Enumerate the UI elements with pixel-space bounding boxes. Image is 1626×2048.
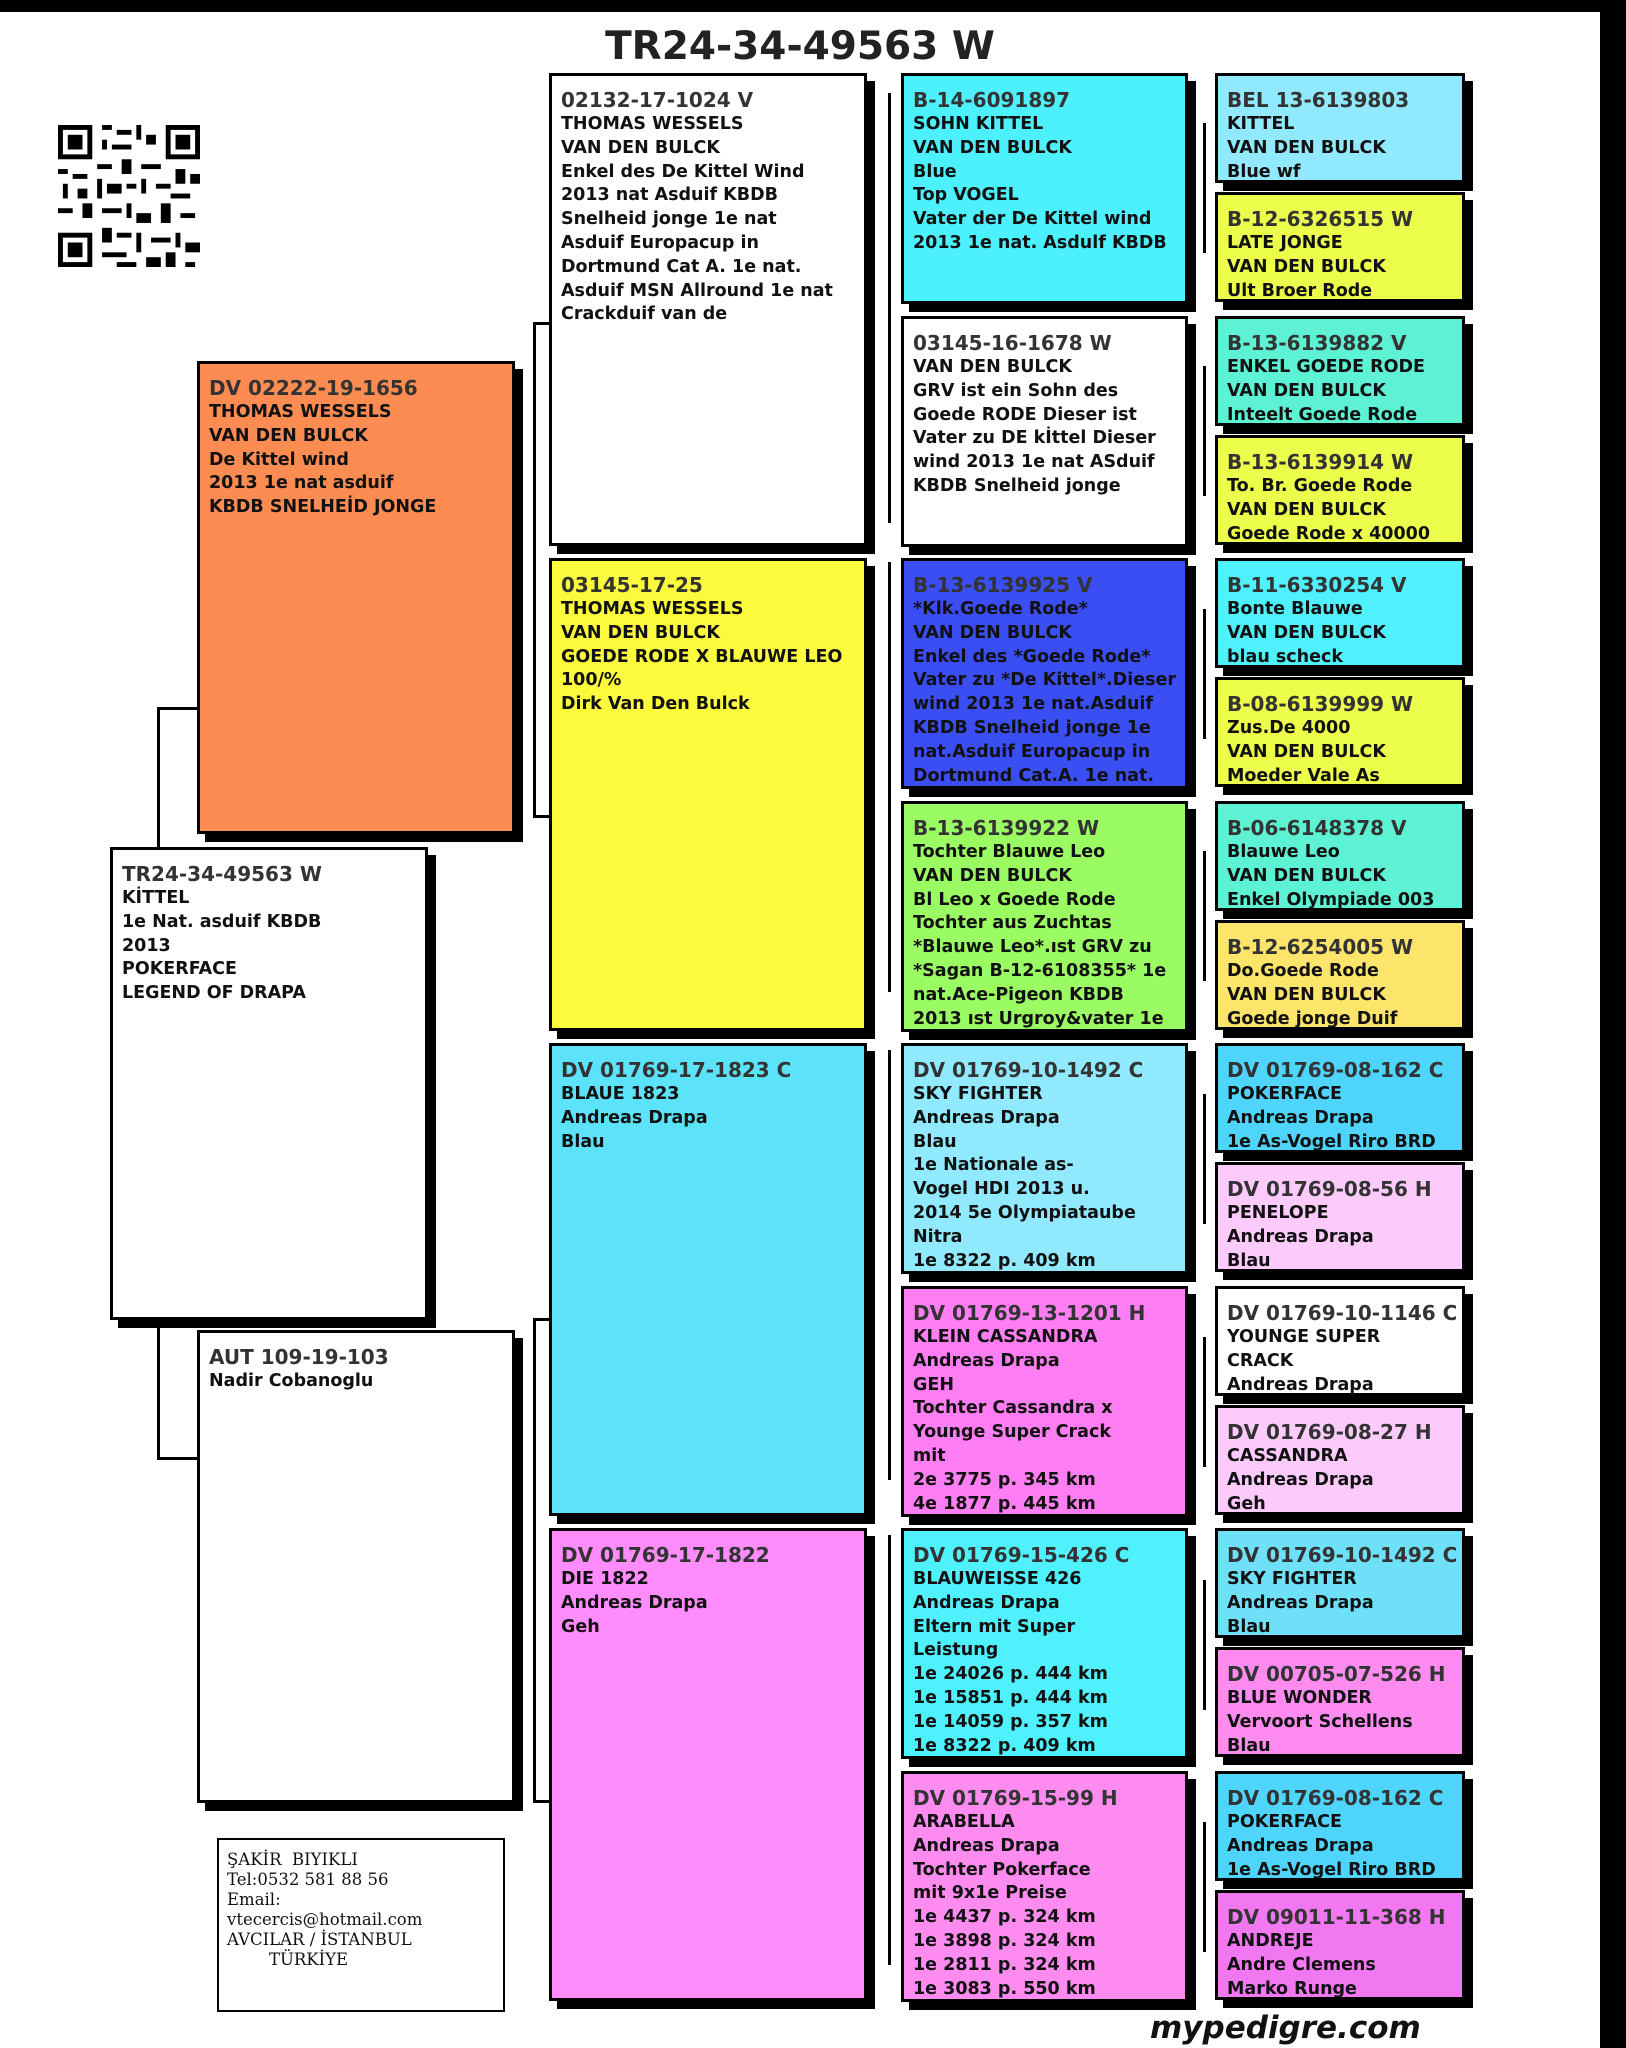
connector-line — [1203, 1094, 1206, 1224]
pigeon-info-line: Nadir Cobanoglu — [209, 1371, 374, 1391]
pigeon-info-line: VAN DEN BULCK — [913, 622, 1072, 643]
pigeon-info-line: Blau — [1227, 1735, 1271, 1756]
gen5-card — [1215, 801, 1465, 911]
pigeon-info-line: Andreas Drapa — [913, 1350, 1060, 1371]
pigeon-info-line: Blau — [913, 1131, 957, 1152]
pigeon-info-line: Andreas Drapa — [1227, 1592, 1374, 1613]
pigeon-info-line: KİTTEL — [122, 888, 190, 908]
footer-brand: mypedigre.com — [1150, 2010, 1421, 2046]
pigeon-info-line: BLAUE 1823 — [561, 1084, 680, 1104]
contact-line: Tel:0532 581 88 56 — [227, 1870, 389, 1889]
pigeon-info-line: 1e 3898 p. 324 km — [913, 1930, 1096, 1951]
pigeon-info-line: THOMAS WESSELS — [209, 402, 392, 422]
ring-number: DV 01769-10-1492 C — [913, 1058, 1144, 1082]
pigeon-info-line: THOMAS WESSELS — [561, 599, 744, 619]
ring-number: DV 09011-11-368 H — [1227, 1905, 1446, 1929]
pigeon-info-line: Andreas Drapa — [913, 1835, 1060, 1856]
pigeon-info-line: Geh — [561, 1616, 600, 1637]
pigeon-info-line: SKY FIGHTER — [1227, 1569, 1357, 1589]
right-border — [1600, 0, 1626, 2048]
ring-number: B-13-6139922 W — [913, 816, 1100, 840]
pigeon-info-line: Moeder Vale As — [1227, 765, 1380, 786]
pigeon-info-line: 1e 4437 p. 324 km — [913, 1907, 1096, 1928]
pigeon-info-line: Bonte Blauwe — [1227, 599, 1363, 619]
connector-line — [157, 1318, 160, 1460]
pigeon-info-line: Vater zu *De Kittel*.Dieser — [913, 670, 1176, 691]
pigeon-info-line: Crackduif van de — [561, 304, 728, 325]
pigeon-info-line: Asduif MSN Allround 1e nat — [561, 280, 833, 301]
pigeon-info-line: Andreas Drapa — [1227, 1226, 1374, 1247]
page-title: TR24-34-49563 W — [605, 24, 995, 69]
pigeon-info-line: 1e 14059 p. 357 km — [913, 1711, 1108, 1732]
pigeon-info-line: nat.Asduif Europacup in — [913, 741, 1151, 762]
pigeon-info-line: Enkel des De Kittel Wind — [561, 161, 805, 182]
pigeon-info-line: 1e Nat. asduif KBDB — [122, 911, 322, 932]
pigeon-info-line: POKERFACE — [122, 959, 237, 980]
pigeon-info-line: 2e 3775 p. 345 km — [913, 1469, 1096, 1490]
ring-number: DV 01769-15-99 H — [913, 1786, 1118, 1810]
ring-number: B-11-6330254 V — [1227, 573, 1407, 597]
contact-line: AVCILAR / İSTANBUL — [227, 1930, 412, 1949]
pigeon-info-line: 1e 8322 p. 409 km — [913, 1250, 1096, 1271]
pigeon-info-line: *Blauwe Leo*.ıst GRV zu — [913, 937, 1152, 958]
pigeon-info-line: *Sagan B-12-6108355* 1e — [913, 960, 1167, 981]
pigeon-info-line: wind 2013 1e nat.Asduif — [913, 694, 1154, 715]
pigeon-info-line: Nitra — [913, 1226, 963, 1247]
pigeon-info-line: BLAUWEISSE 426 — [913, 1569, 1082, 1589]
pigeon-info-line: ARABELLA — [913, 1812, 1015, 1832]
connector-line — [1203, 366, 1206, 496]
ring-number: DV 01769-08-27 H — [1227, 1420, 1432, 1444]
pigeon-info-line: 2013 nat Asduif KBDB — [561, 185, 778, 206]
pigeon-info-line: To. Br. Goede Rode — [1227, 476, 1413, 496]
pigeon-info-line: Inteelt Goede Rode — [1227, 404, 1418, 425]
pigeon-info-line: KBDB Snelheid jonge — [913, 475, 1121, 496]
pigeon-info-line: VAN DEN BULCK — [913, 865, 1072, 886]
pigeon-info-line: VAN DEN BULCK — [1227, 622, 1386, 643]
pigeon-info-line: LATE JONGE — [1227, 233, 1343, 253]
ring-number: DV 01769-15-426 C — [913, 1543, 1130, 1567]
pigeon-info-line: VAN DEN BULCK — [561, 622, 720, 643]
pigeon-info-line: LEGEND OF DRAPA — [122, 983, 306, 1004]
pigeon-info-line: Bl Leo x Goede Rode — [913, 889, 1116, 910]
ring-number: B-14-6091897 — [913, 88, 1071, 112]
pigeon-info-line: 2013 1e nat asduif — [209, 473, 394, 494]
top-border — [0, 0, 1600, 12]
pigeon-info-line: Vervoort Schellens — [1227, 1711, 1413, 1732]
pigeon-info-line: KITTEL — [1227, 114, 1295, 134]
pigeon-info-line: PENELOPE — [1227, 1203, 1329, 1223]
ring-number: DV 01769-08-162 C — [1227, 1786, 1444, 1810]
pigeon-info-line: VAN DEN BULCK — [1227, 380, 1386, 401]
ring-number: 02132-17-1024 V — [561, 88, 754, 112]
ring-number: 03145-16-1678 W — [913, 331, 1112, 355]
ring-number: B-12-6326515 W — [1227, 207, 1414, 231]
pigeon-info-line: Vogel HDI 2013 u. — [913, 1179, 1090, 1200]
gen4-card — [901, 558, 1188, 789]
gen3-card — [549, 1528, 867, 2001]
pigeon-info-line: 1e 24026 p. 444 km — [913, 1664, 1108, 1685]
gen5-card — [1215, 1162, 1465, 1272]
connector-line — [1203, 123, 1206, 253]
contact-line: Email: — [227, 1890, 281, 1909]
pigeon-info-line: Andreas Drapa — [913, 1592, 1060, 1613]
pigeon-info-line: nat.Ace-Pigeon KBDB — [913, 984, 1124, 1005]
pigeon-info-line: Vater zu DE kİttel Dieser — [913, 428, 1156, 449]
pigeon-info-line: Dirk Van Den Bulck — [561, 694, 750, 715]
ring-number: DV 01769-08-56 H — [1227, 1177, 1432, 1201]
gen5-card — [1215, 435, 1465, 545]
subject-card — [110, 847, 428, 1320]
dam-card — [197, 1330, 515, 1803]
pigeon-info-line: Geh — [1227, 1493, 1266, 1514]
pigeon-info-line: Andre Clemens — [1227, 1954, 1376, 1975]
pigeon-info-line: Ult Broer Rode — [1227, 280, 1373, 301]
gen3-card — [549, 558, 867, 1031]
pigeon-info-line: Marko Runge — [1227, 1978, 1357, 1999]
pigeon-info-line: Do.Goede Rode — [1227, 961, 1379, 981]
gen5-card — [1215, 1647, 1465, 1757]
pigeon-info-line: wind 2013 1e nat ASduif — [913, 452, 1155, 473]
gen4-card — [901, 73, 1188, 304]
pigeon-info-line: Goede Rode x 40000 — [1227, 523, 1430, 544]
pigeon-info-line: 2014 5e Olympiataube — [913, 1202, 1136, 1223]
ring-number: 03145-17-25 — [561, 573, 703, 597]
pigeon-info-line: 2013 1e nat. Asdulf KBDB — [913, 232, 1167, 253]
pigeon-info-line: Leistung — [913, 1640, 999, 1661]
pigeon-info-line: GEH — [913, 1374, 954, 1395]
connector-line — [157, 707, 199, 710]
pigeon-info-line: VAN DEN BULCK — [1227, 741, 1386, 762]
pigeon-info-line: Goede RODE Dieser ist — [913, 404, 1137, 425]
pigeon-info-line: POKERFACE — [1227, 1812, 1342, 1832]
pigeon-info-line: GRV ist ein Sohn des — [913, 380, 1119, 401]
ring-number: DV 01769-17-1822 — [561, 1543, 770, 1567]
pigeon-info-line: Andreas Drapa — [913, 1107, 1060, 1128]
pigeon-info-line: VAN DEN BULCK — [1227, 137, 1386, 158]
pigeon-info-line: 4e 1877 p. 445 km — [913, 1493, 1096, 1514]
pigeon-info-line: Goede jonge Duif — [1227, 1008, 1398, 1029]
pigeon-info-line: Blauwe Leo — [1227, 842, 1340, 862]
gen5-card — [1215, 1771, 1465, 1881]
pigeon-info-line: 1e 2811 p. 324 km — [913, 1954, 1096, 1975]
pigeon-info-line: Andreas Drapa — [1227, 1835, 1374, 1856]
ring-number: DV 01769-08-162 C — [1227, 1058, 1444, 1082]
pigeon-info-line: Enkel Olympiade 003 — [1227, 889, 1435, 910]
pigeon-info-line: Dortmund Cat.A. 1e nat. — [913, 765, 1155, 786]
pigeon-info-line: KBDB Snelheid jonge 1e — [913, 717, 1151, 738]
ring-number: B-13-6139925 V — [913, 573, 1093, 597]
pigeon-info-line: Snelheid jonge 1e nat — [561, 209, 777, 230]
gen5-card — [1215, 73, 1465, 183]
pigeon-info-line: VAN DEN BULCK — [209, 425, 368, 446]
pigeon-info-line: Blau — [561, 1131, 605, 1152]
pigeon-info-line: mit — [913, 1445, 946, 1466]
contact-box — [217, 1838, 505, 2012]
connector-line — [1203, 1337, 1206, 1467]
ring-number: DV 01769-13-1201 H — [913, 1301, 1146, 1325]
connector-line — [888, 1535, 891, 1965]
ring-number: B-13-6139914 W — [1227, 450, 1414, 474]
pigeon-info-line: Blau — [1227, 1616, 1271, 1637]
pigeon-info-line: VAN DEN BULCK — [913, 357, 1072, 377]
pigeon-info-line: Tochter Blauwe Leo — [913, 842, 1106, 862]
connector-line — [888, 93, 891, 523]
ring-number: DV 02222-19-1656 — [209, 376, 418, 400]
pigeon-info-line: SOHN KITTEL — [913, 114, 1044, 134]
gen4-card — [901, 801, 1188, 1032]
pigeon-info-line: BLUE WONDER — [1227, 1688, 1372, 1708]
pigeon-info-line: 1e 8322 p. 409 km — [913, 1735, 1096, 1756]
pigeon-info-line: 1e As-Vogel Riro BRD — [1227, 1131, 1436, 1152]
pigeon-info-line: blau scheck — [1227, 646, 1344, 667]
pigeon-info-line: Enkel des *Goede Rode* — [913, 646, 1151, 667]
gen3-card — [549, 1043, 867, 1516]
pigeon-info-line: VAN DEN BULCK — [561, 137, 720, 158]
gen5-card — [1215, 1890, 1465, 2000]
pigeon-info-line: Tochter Cassandra x — [913, 1398, 1113, 1419]
pigeon-info-line: De Kittel wind — [209, 449, 349, 470]
gen5-card — [1215, 677, 1465, 787]
gen5-card — [1215, 192, 1465, 302]
pigeon-info-line: 100/% — [561, 670, 622, 691]
ring-number: DV 01769-10-1492 C — [1227, 1543, 1458, 1567]
contact-line: TÜRKİYE — [227, 1950, 349, 1969]
pigeon-info-line: GOEDE RODE X BLAUWE LEO — [561, 646, 843, 667]
pigeon-info-line: 1e Nationale as- — [913, 1155, 1074, 1176]
gen3-card — [549, 73, 867, 546]
connector-line — [1203, 609, 1206, 739]
pigeon-info-line: VAN DEN BULCK — [1227, 865, 1386, 886]
pigeon-info-line: 1e 3083 p. 550 km — [913, 1978, 1096, 1999]
ring-number: DV 01769-17-1823 C — [561, 1058, 792, 1082]
gen4-card — [901, 1286, 1188, 1517]
pigeon-info-line: THOMAS WESSELS — [561, 114, 744, 134]
gen4-card — [901, 1771, 1188, 2002]
pigeon-info-line: CRACK — [1227, 1350, 1294, 1371]
connector-line — [157, 1457, 199, 1460]
pigeon-info-line: Eltern mit Super — [913, 1616, 1076, 1637]
pigeon-info-line: ANDREJE — [1227, 1931, 1314, 1951]
pigeon-info-line: POKERFACE — [1227, 1084, 1342, 1104]
gen5-card — [1215, 1043, 1465, 1153]
pigeon-info-line: Andreas Drapa — [1227, 1107, 1374, 1128]
pigeon-info-line: 2013 ıst Urgroy&vater 1e — [913, 1008, 1164, 1029]
gen5-card — [1215, 316, 1465, 426]
pigeon-info-line: Blue wf — [1227, 161, 1301, 182]
pigeon-info-line: SKY FIGHTER — [913, 1084, 1043, 1104]
ring-number: DV 01769-10-1146 C — [1227, 1301, 1458, 1325]
pigeon-info-line: Blue — [913, 161, 957, 182]
sire-card — [197, 361, 515, 834]
gen5-card — [1215, 1405, 1465, 1515]
pigeon-info-line: VAN DEN BULCK — [1227, 499, 1386, 520]
connector-line — [1203, 1580, 1206, 1710]
pigeon-info-line: VAN DEN BULCK — [913, 137, 1072, 158]
pigeon-info-line: VAN DEN BULCK — [1227, 984, 1386, 1005]
pigeon-info-line: Andreas Drapa — [561, 1592, 708, 1613]
ring-number: B-06-6148378 V — [1227, 816, 1407, 840]
connector-line — [533, 1318, 536, 1803]
gen5-card — [1215, 558, 1465, 668]
gen4-card — [901, 1528, 1188, 1759]
pigeon-info-line: Tochter Pokerface — [913, 1859, 1091, 1880]
gen4-card — [901, 1043, 1188, 1274]
pigeon-info-line: Andreas Drapa — [1227, 1469, 1374, 1490]
connector-line — [1203, 851, 1206, 981]
pigeon-info-line: 1e As-Vogel Riro BRD — [1227, 1859, 1436, 1880]
ring-number: DV 00705-07-526 H — [1227, 1662, 1446, 1686]
connector-line — [1203, 1822, 1206, 1952]
pigeon-info-line: YOUNGE SUPER — [1227, 1327, 1381, 1347]
pigeon-info-line: Andreas Drapa — [561, 1107, 708, 1128]
connector-line — [888, 1050, 891, 1480]
pigeon-info-line: Dortmund Cat A. 1e nat. — [561, 256, 802, 277]
pigeon-info-line: DIE 1822 — [561, 1569, 649, 1589]
gen5-card — [1215, 920, 1465, 1030]
pigeon-info-line: CASSANDRA — [1227, 1446, 1348, 1466]
connector-line — [157, 707, 160, 849]
pigeon-info-line: 1e 15851 p. 444 km — [913, 1687, 1108, 1708]
pigeon-info-line: Younge Super Crack — [913, 1422, 1111, 1443]
pigeon-info-line: Asduif Europacup in — [561, 232, 759, 253]
contact-line: ŞAKİR BIYIKLI — [227, 1850, 358, 1869]
gen5-card — [1215, 1286, 1465, 1396]
gen4-card — [901, 316, 1188, 547]
ring-number: TR24-34-49563 W — [122, 862, 322, 886]
pigeon-info-line: Vater der De Kittel wind — [913, 209, 1152, 230]
ring-number: BEL 13-6139803 — [1227, 88, 1410, 112]
pigeon-info-line: mit 9x1e Preise — [913, 1883, 1067, 1904]
pigeon-info-line: 2013 — [122, 935, 171, 956]
pigeon-info-line: Tochter aus Zuchtas — [913, 913, 1112, 934]
ring-number: AUT 109-19-103 — [209, 1345, 389, 1369]
contact-line: vtecercis@hotmail.com — [227, 1910, 423, 1929]
gen5-card — [1215, 1528, 1465, 1638]
pigeon-info-line: Andreas Drapa — [1227, 1374, 1374, 1395]
connector-line — [533, 322, 536, 818]
pigeon-info-line: KBDB SNELHEİD JONGE — [209, 497, 437, 518]
pigeon-info-line: ENKEL GOEDE RODE — [1227, 357, 1425, 377]
qr-code-icon — [58, 125, 200, 267]
ring-number: B-12-6254005 W — [1227, 935, 1414, 959]
pigeon-info-line: KLEIN CASSANDRA — [913, 1327, 1098, 1347]
connector-line — [888, 562, 891, 992]
pigeon-info-line: Top VOGEL — [913, 185, 1019, 206]
ring-number: B-08-6139999 W — [1227, 692, 1414, 716]
ring-number: B-13-6139882 V — [1227, 331, 1407, 355]
pigeon-info-line: *Klk.Goede Rode* — [913, 599, 1088, 619]
pigeon-info-line: VAN DEN BULCK — [1227, 256, 1386, 277]
pigeon-info-line: Blau — [1227, 1250, 1271, 1271]
pigeon-info-line: Zus.De 4000 — [1227, 718, 1351, 738]
